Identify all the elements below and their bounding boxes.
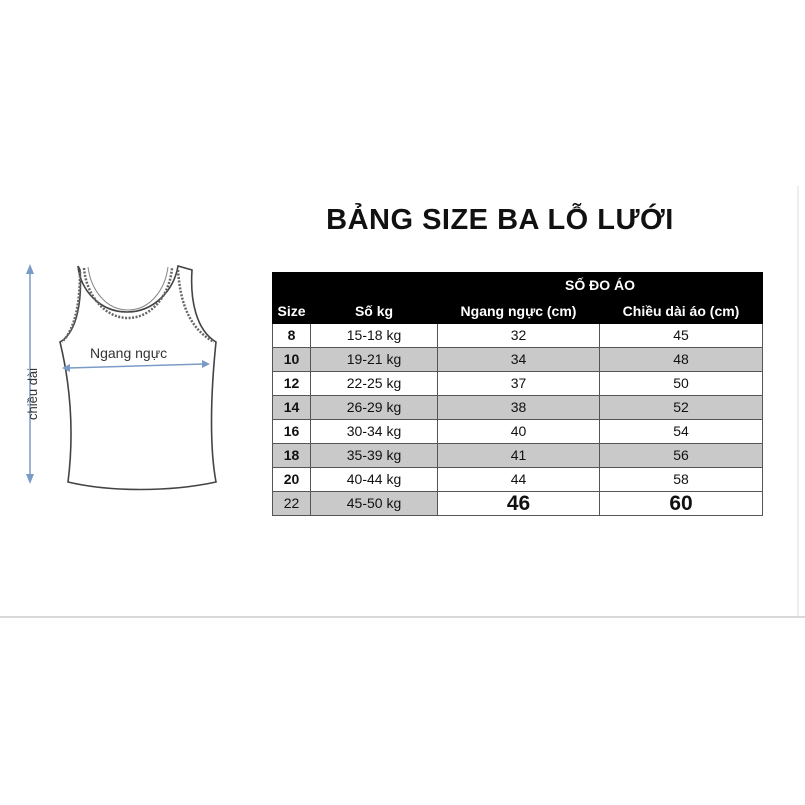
col-header-length: Chiều dài áo (cm) <box>600 299 763 324</box>
table-row <box>273 348 763 372</box>
chest-cell: 41 <box>438 444 600 468</box>
kg-cell: 45-50 kg <box>311 492 438 516</box>
kg-cell: 40-44 kg <box>311 468 438 492</box>
length-cell: 54 <box>600 420 763 444</box>
group-header: SỐ ĐO ÁO <box>438 273 763 299</box>
size-cell: 14 <box>273 396 311 420</box>
length-cell <box>600 492 763 516</box>
table-row <box>273 468 763 492</box>
col-header-chest: Ngang ngực (cm) <box>438 299 600 324</box>
length-cell: 45 <box>600 324 763 348</box>
size-cell: 8 <box>273 324 311 348</box>
table-row <box>273 324 763 348</box>
chest-cell <box>438 492 600 516</box>
page-title: BẢNG SIZE BA LỖ LƯỚI <box>326 204 674 236</box>
size-cell: 16 <box>273 420 311 444</box>
kg-cell: 22-25 kg <box>311 372 438 396</box>
table-row <box>273 444 763 468</box>
table-row <box>273 492 763 516</box>
table-group-header-row <box>273 273 763 299</box>
kg-cell: 30-34 kg <box>311 420 438 444</box>
length-cell: 56 <box>600 444 763 468</box>
length-value: 60 <box>665 492 696 515</box>
table-row <box>273 420 763 444</box>
size-cell: 18 <box>273 444 311 468</box>
chest-cell: 44 <box>438 468 600 492</box>
kg-cell: 15-18 kg <box>311 324 438 348</box>
length-cell: 50 <box>600 372 763 396</box>
size-cell: 20 <box>273 468 311 492</box>
chest-cell: 34 <box>438 348 600 372</box>
chest-width-label: Ngang ngực <box>90 345 168 361</box>
length-label: chiều dài <box>25 367 40 420</box>
length-cell: 58 <box>600 468 763 492</box>
kg-cell: 26-29 kg <box>311 396 438 420</box>
chest-value: 46 <box>503 492 534 515</box>
col-header-size: Size <box>273 299 311 324</box>
kg-cell: 35-39 kg <box>311 444 438 468</box>
size-table <box>272 272 763 516</box>
col-header-kg: Số kg <box>311 299 438 324</box>
kg-cell: 19-21 kg <box>311 348 438 372</box>
chest-cell: 40 <box>438 420 600 444</box>
length-cell: 48 <box>600 348 763 372</box>
size-cell: 12 <box>273 372 311 396</box>
tank-top-icon <box>20 250 250 500</box>
length-cell: 52 <box>600 396 763 420</box>
table-row <box>273 372 763 396</box>
table-header-row <box>273 299 763 324</box>
size-cell: 22 <box>273 492 311 516</box>
size-cell: 10 <box>273 348 311 372</box>
table-row <box>273 396 763 420</box>
chest-cell: 38 <box>438 396 600 420</box>
blank-header <box>273 273 438 299</box>
panel-edge <box>797 186 799 616</box>
chest-cell: 37 <box>438 372 600 396</box>
tank-top-figure <box>20 250 250 500</box>
chest-cell: 32 <box>438 324 600 348</box>
